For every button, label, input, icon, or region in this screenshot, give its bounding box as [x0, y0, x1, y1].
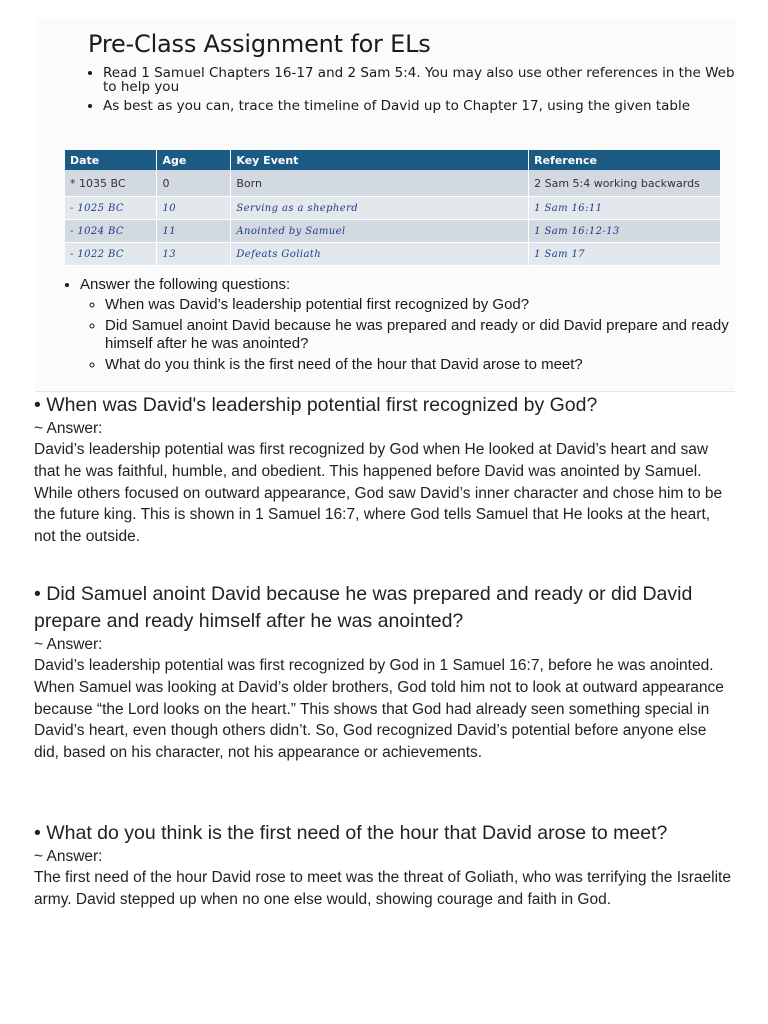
table-header-row [65, 150, 721, 170]
slide-questions-list [63, 276, 740, 377]
slide-subquestions [80, 296, 740, 374]
table-header-age: Age [157, 150, 231, 170]
slide-bullet: • As best as you can, trace the timeline of David up to Chapter 17, using the given table [103, 99, 743, 113]
table-cell-event: Serving as a shepherd [231, 197, 529, 220]
table-header-key-event: Key Event [231, 150, 529, 170]
slide-question: ◦ When was David’s leadership potential first recognized by God? [105, 296, 740, 314]
slide-bullet-list [87, 66, 743, 118]
table-cell-date: - 1022 BC [65, 243, 157, 266]
qa-section-1 [34, 392, 734, 548]
table-row [65, 170, 721, 197]
question-heading: • Did Samuel anoint David because he was prepared and ready or did David prepare and ready himself after he was anointed? [34, 583, 693, 632]
answer-label: ~ Answer: [34, 420, 103, 437]
table-cell-date: - 1025 BC [65, 197, 157, 220]
table-cell-reference: 1 Sam 17 [529, 243, 721, 266]
answer-text: The first need of the hour David rose to meet was the threat of Goliath, who was terrifying the Israelite army. David stepped up when no one else would, showing courage and faith in God. [34, 869, 731, 908]
table-cell-event: Born [231, 170, 529, 197]
table-cell-reference: 1 Sam 16:12-13 [529, 220, 721, 243]
slide-title: Pre-Class Assignment for ELs [88, 30, 431, 58]
table-cell-age: 11 [157, 220, 231, 243]
table-cell-date: * 1035 BC [65, 170, 157, 197]
table-header-date: Date [65, 150, 157, 170]
table-cell-event: Anointed by Samuel [231, 220, 529, 243]
timeline-table [65, 150, 721, 266]
answer-label: ~ Answer: [34, 636, 103, 653]
answer-label: ~ Answer: [34, 848, 103, 865]
slide-questions-intro [80, 276, 740, 374]
table-cell-date: - 1024 BC [65, 220, 157, 243]
answer-text: David’s leadership potential was first recognized by God when He looked at David’s heart and saw that he was faithful, humble, and obedient. This happened before David was anointed by Samuel. While others focused on outward appearance, God saw David’s inner character and chose him to be the future king. This is shown in 1 Samuel 16:7, where God tells Samuel that He looks at the heart, not the outside. [34, 441, 723, 546]
qa-section-3 [34, 820, 734, 911]
slide-question: ◦ Did Samuel anoint David because he was prepared and ready or did David prepare and ready himself after he was anointed? [105, 317, 740, 353]
slide-bullet: • Read 1 Samuel Chapters 16-17 and 2 Sam 5:4. You may also use other references in the Web to help you [103, 66, 743, 94]
table-row [65, 243, 721, 266]
table-cell-age: 10 [157, 197, 231, 220]
answer-text: David’s leadership potential was first recognized by God in 1 Samuel 16:7, before he was anointed. When Samuel was looking at David’s older brothers, God told him not to look at outward appearance because “the Lord looks on the heart.” This shows that God had already seen something special in David’s heart, even though others didn’t. So, God recognized David’s potential before anyone else did, based on his character, not his appearance or achievements. [34, 657, 724, 762]
table-cell-age: 0 [157, 170, 231, 197]
question-heading: • What do you think is the first need of the hour that David arose to meet? [34, 822, 668, 844]
qa-section-2 [34, 581, 734, 764]
table-cell-age: 13 [157, 243, 231, 266]
question-heading: • When was David's leadership potential first recognized by God? [34, 394, 598, 416]
table-row [65, 197, 721, 220]
table-cell-reference: 1 Sam 16:11 [529, 197, 721, 220]
assignment-slide-image [35, 18, 735, 392]
slide-question: ◦ What do you think is the first need of the hour that David arose to meet? [105, 356, 740, 374]
table-row [65, 220, 721, 243]
table-header-reference: Reference [529, 150, 721, 170]
table-cell-reference: 2 Sam 5:4 working backwards [529, 170, 721, 197]
slide-questions-intro-text: Answer the following questions: [80, 276, 291, 293]
table-cell-event: Defeats Goliath [231, 243, 529, 266]
